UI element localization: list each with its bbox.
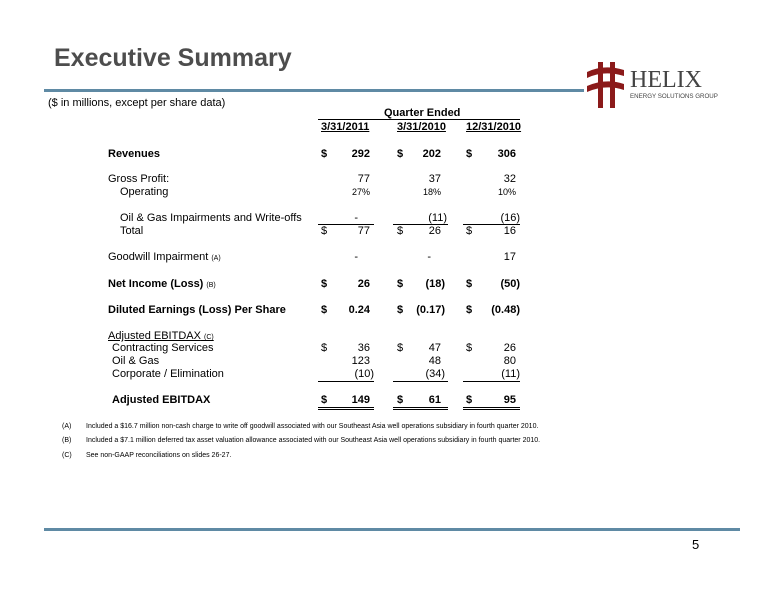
dollar-sign: $ (321, 148, 328, 160)
row-label: Gross Profit: (108, 173, 170, 185)
table-cell: - (354, 251, 358, 263)
table-cell: 202 (422, 148, 441, 160)
table-cell: - (427, 251, 431, 263)
section-label: Adjusted EBITDAX (C) (108, 330, 214, 342)
subtotal-underline (463, 381, 520, 382)
table-cell: 10% (497, 187, 516, 197)
dollar-sign: $ (397, 148, 404, 160)
table-cell: (11) (428, 212, 447, 224)
dollar-sign: $ (397, 225, 404, 237)
column-header: 3/31/2010 (397, 121, 446, 133)
table-cell: (11) (501, 368, 520, 380)
table-cell: (0.17) (416, 304, 445, 316)
table-cell: 26 (357, 278, 370, 290)
units-note: ($ in millions, except per share data) (48, 97, 226, 109)
row-label: Revenues (108, 148, 160, 160)
table-cell: 149 (351, 394, 370, 406)
row-label: Net Income (Loss) (B) (108, 278, 216, 290)
row-label: Oil & Gas Impairments and Write-offs (120, 212, 302, 224)
row-label: Diluted Earnings (Loss) Per Share (108, 304, 286, 316)
table-cell: 37 (428, 173, 441, 185)
total-double-underline (393, 409, 448, 410)
table-cell: 95 (503, 394, 516, 406)
dollar-sign: $ (466, 304, 473, 316)
dollar-sign: $ (466, 394, 473, 406)
dollar-sign: $ (321, 394, 328, 406)
table-cell: (0.48) (491, 304, 520, 316)
total-double-underline (318, 407, 374, 408)
row-label: Operating (120, 186, 169, 198)
svg-text:HELIX: HELIX (630, 67, 702, 93)
page-number: 5 (692, 537, 700, 552)
page-title: Executive Summary (54, 44, 292, 72)
dollar-sign: $ (466, 148, 473, 160)
table-cell: - (354, 212, 358, 224)
table-cell: 48 (428, 355, 441, 367)
table-cell: 292 (351, 148, 370, 160)
dollar-sign: $ (397, 394, 404, 406)
table-cell: (18) (425, 278, 445, 290)
dollar-sign: $ (321, 304, 328, 316)
row-label: Oil & Gas (112, 355, 160, 367)
quarter-ended-header: Quarter Ended (384, 107, 461, 119)
table-cell: 17 (503, 251, 516, 263)
table-cell: 36 (357, 342, 370, 354)
row-label: Contracting Services (112, 342, 214, 354)
table-cell: 77 (357, 173, 370, 185)
dollar-sign: $ (321, 342, 328, 354)
table-cell: 26 (428, 225, 441, 237)
table-cell: 123 (351, 355, 370, 367)
helix-logo (584, 56, 734, 116)
table-cell: 77 (357, 225, 370, 237)
table-cell: 26 (503, 342, 516, 354)
total-double-underline (393, 407, 448, 408)
row-label: Adjusted EBITDAX (112, 394, 211, 406)
dollar-sign: $ (466, 342, 473, 354)
header-underline (318, 119, 520, 120)
dollar-sign: $ (397, 278, 404, 290)
total-double-underline (463, 409, 520, 410)
dollar-sign: $ (466, 278, 473, 290)
subtotal-underline (393, 381, 448, 382)
table-cell: 18% (422, 187, 441, 197)
table-cell: (10) (354, 368, 374, 380)
table-cell: 306 (497, 148, 516, 160)
table-cell: 47 (428, 342, 441, 354)
header-divider (44, 89, 584, 92)
total-double-underline (463, 407, 520, 408)
table-cell: 61 (428, 394, 441, 406)
table-cell: 32 (503, 173, 516, 185)
dollar-sign: $ (397, 304, 404, 316)
row-label: Corporate / Elimination (112, 368, 224, 380)
table-cell: 27% (351, 187, 370, 197)
column-header: 12/31/2010 (466, 121, 522, 133)
dollar-sign: $ (466, 225, 473, 237)
row-label: Goodwill Impairment (A) (108, 251, 221, 263)
dollar-sign: $ (321, 225, 328, 237)
table-cell: 0.24 (348, 304, 370, 316)
subtotal-underline (318, 381, 374, 382)
table-cell: (50) (500, 278, 520, 290)
dollar-sign: $ (321, 278, 328, 290)
table-cell: (34) (425, 368, 445, 380)
table-cell: 16 (503, 225, 516, 237)
row-label: Total (120, 225, 144, 237)
total-double-underline (318, 409, 374, 410)
dollar-sign: $ (397, 342, 404, 354)
table-cell: 80 (503, 355, 516, 367)
footer-divider (44, 528, 740, 531)
table-cell: (16) (500, 212, 520, 224)
svg-text:ENERGY SOLUTIONS GROUP: ENERGY SOLUTIONS GROUP (630, 93, 718, 100)
column-header: 3/31/2011 (321, 121, 370, 133)
